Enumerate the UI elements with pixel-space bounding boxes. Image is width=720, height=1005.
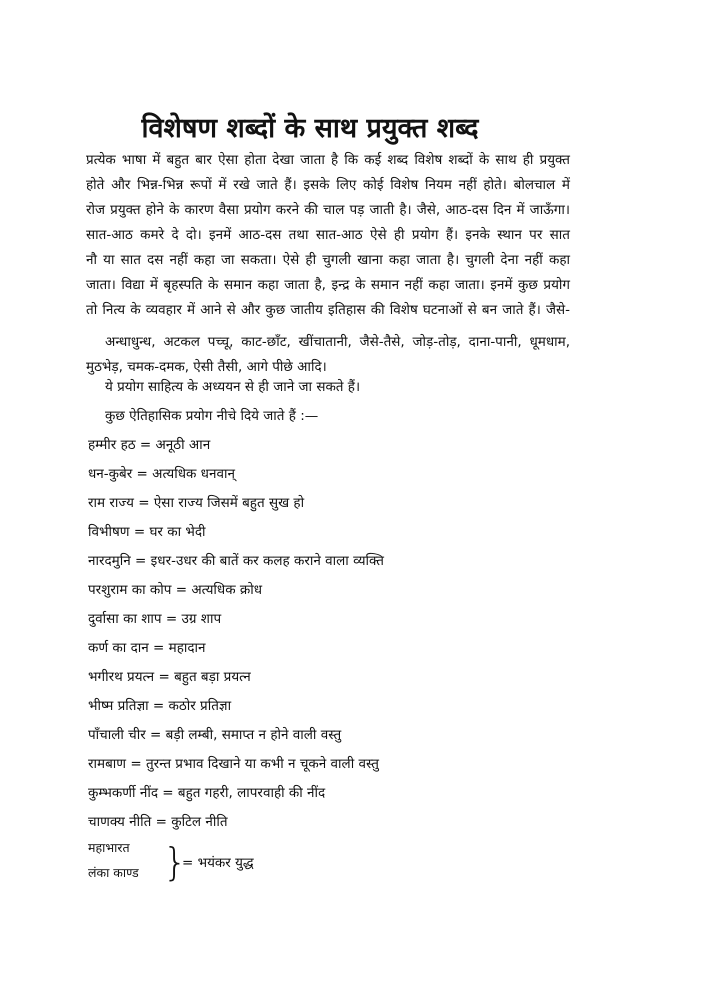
phrase-item: भीष्म प्रतिज्ञा = कठोर प्रतिज्ञा [88, 698, 232, 714]
note-text: ये प्रयोग साहित्य के अध्ययन से ही जाने जा सकते हैं। [105, 379, 361, 395]
phrase-item: रामबाण = तुरन्त प्रभाव दिखाने या कभी न चूकने वाली वस्तु [88, 756, 379, 772]
grouped-term: महाभारत [88, 840, 130, 855]
paragraph-line: जाता। विद्या में बृहस्पति के समान कहा जाता है, इन्द्र के समान नहीं कहा जाता। इनमें कुछ प्रयोग [86, 277, 570, 293]
grouped-meaning: = भयंकर युद्ध [182, 855, 254, 871]
phrase-item: नारदमुनि = इधर-उधर की बातें कर कलह कराने वाला व्यक्ति [88, 553, 384, 569]
phrase-item: धन-कुबेर = अत्यधिक धनवान् [88, 466, 235, 482]
paragraph-line: तो नित्य के व्यवहार में आने से और कुछ जातीय इतिहास की विशेष घटनाओं से बन जाते हैं। जैसे- [86, 302, 570, 318]
phrase-item: हम्मीर हठ = अनूठी आन [88, 437, 211, 453]
curly-brace-icon: } [163, 840, 188, 884]
phrase-item: विभीषण = घर का भेदी [88, 524, 206, 540]
examples-line: अन्धाधुन्ध, अटकल पच्चू, काट-छाँट, खींचातानी, जैसे-तैसे, जोड़-तोड़, दाना-पानी, धूमधाम, [105, 334, 570, 350]
phrase-item: चाणक्य नीति = कुटिल नीति [88, 814, 228, 830]
phrase-item: पाँचाली चीर = बड़ी लम्बी, समाप्त न होने वाली वस्तु [88, 727, 342, 743]
phrase-item: भगीरथ प्रयत्न = बहुत बड़ा प्रयत्न [88, 669, 251, 685]
page-title: विशेषण शब्दों के साथ प्रयुक्त शब्द [141, 113, 479, 144]
phrase-item: कर्ण का दान = महादान [88, 640, 206, 656]
intro-text: कुछ ऐतिहासिक प्रयोग नीचे दिये जाते हैं :— [105, 408, 319, 424]
phrase-item: परशुराम का कोप = अत्यधिक क्रोध [88, 582, 263, 598]
paragraph-line: सात-आठ कमरे दे दो। इनमें आठ-दस तथा सात-आठ ऐसे ही प्रयोग हैं। इनके स्थान पर सात [86, 227, 570, 243]
phrase-item: राम राज्य = ऐसा राज्य जिसमें बहुत सुख हो [88, 495, 305, 511]
paragraph-line: नौ या सात दस नहीं कहा जा सकता। ऐसे ही चुगली खाना कहा जाता है। चुगली देना नहीं कहा [86, 252, 570, 268]
phrase-item: दुर्वासा का शाप = उग्र शाप [88, 611, 222, 627]
grouped-term: लंका काण्ड [88, 865, 139, 880]
examples-line: मुठभेड़, चमक-दमक, ऐसी तैसी, आगे पीछे आदि। [86, 359, 327, 375]
phrase-item: कुम्भकर्णी नींद = बहुत गहरी, लापरवाही की नींद [88, 785, 326, 801]
paragraph-line: प्रत्येक भाषा में बहुत बार ऐसा होता देखा जाता है कि कई शब्द विशेष शब्दों के साथ ही प्रयुक्त [86, 152, 570, 168]
paragraph-line: होते और भिन्न-भिन्न रूपों में रखे जाते हैं। इसके लिए कोई विशेष नियम नहीं होते। बोलचाल में [86, 177, 570, 193]
paragraph-line: रोज प्रयुक्त होने के कारण वैसा प्रयोग करने की चाल पड़ जाती है। जैसे, आठ-दस दिन में जाऊँगा। [86, 202, 570, 218]
